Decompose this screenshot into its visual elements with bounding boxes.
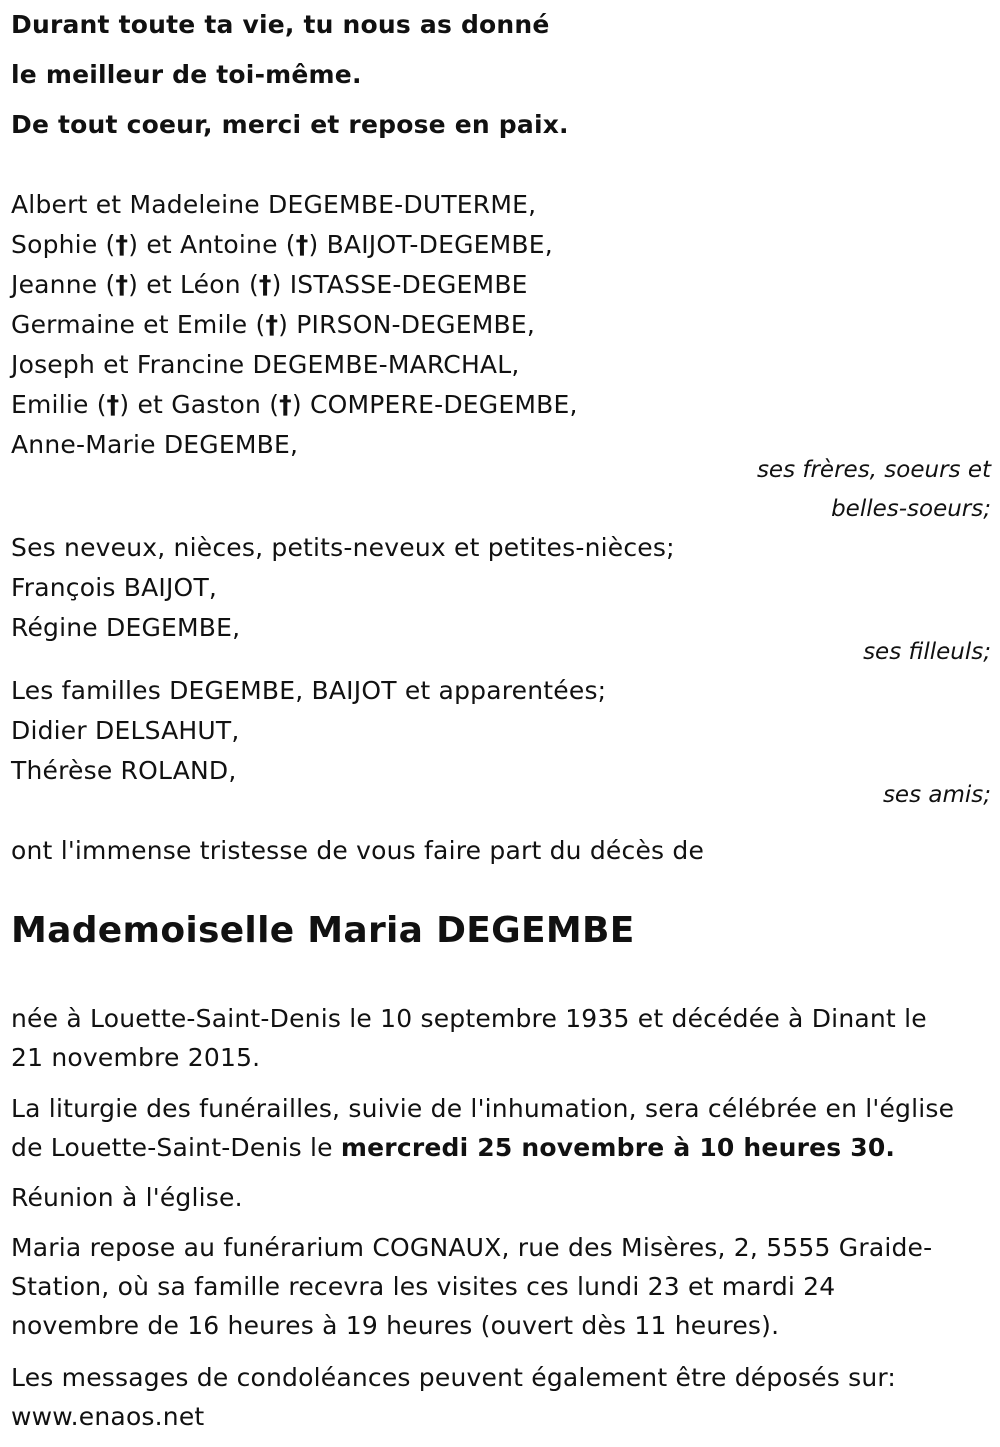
- quote-line-1: Durant toute ta vie, tu nous as donné: [11, 10, 550, 39]
- liturgy-line-1: La liturgie des funérailles, suivie de l'inhumation, sera célébrée en l'église: [11, 1094, 955, 1123]
- birth-line-1: née à Louette-Saint-Denis le 10 septembre 1935 et décédée à Dinant le: [11, 1004, 927, 1033]
- announce-line: ont l'immense tristesse de vous faire part du décès de: [11, 836, 705, 865]
- sibling-line: Germaine et Emile (†) PIRSON-DEGEMBE,: [11, 310, 536, 339]
- condolences-link[interactable]: www.enaos.net: [11, 1402, 205, 1431]
- cross-icon: †: [279, 390, 292, 419]
- sibling-line: Jeanne (†) et Léon (†) ISTASSE-DEGEMBE: [11, 270, 528, 299]
- role-godchildren: ses filleuls;: [863, 639, 991, 665]
- condolences-line-1: Les messages de condoléances peuvent également être déposés sur:: [11, 1363, 897, 1392]
- sibling-line: Anne-Marie DEGEMBE,: [11, 430, 299, 459]
- deceased-name: Mademoiselle Maria DEGEMBE: [11, 910, 635, 951]
- sibling-line: Joseph et Francine DEGEMBE-MARCHAL,: [11, 350, 520, 379]
- funerarium-paragraph: [11, 1228, 986, 1345]
- funerarium-line-3: novembre de 16 heures à 19 heures (ouvert dès 11 heures).: [11, 1311, 780, 1340]
- godchild-line: François BAIJOT,: [11, 573, 218, 602]
- cross-icon: †: [106, 390, 120, 419]
- godchild-line: Régine DEGEMBE,: [11, 613, 241, 642]
- role-friends: ses amis;: [882, 782, 991, 808]
- friend-line: Thérèse ROLAND,: [11, 756, 237, 785]
- quote-line-3: De tout coeur, merci et repose en paix.: [11, 110, 569, 139]
- funerarium-line-1: Maria repose au funérarium COGNAUX, rue des Misères, 2, 5555 Graide-: [11, 1233, 933, 1262]
- cross-icon: †: [265, 310, 279, 339]
- liturgy-line-2: de Louette-Saint-Denis le mercredi 25 novembre à 10 heures 30.: [11, 1133, 896, 1162]
- sibling-line: Emilie (†) et Gaston (†) COMPERE-DEGEMBE,: [11, 390, 578, 419]
- funeral-date: mercredi 25 novembre à 10 heures 30.: [340, 1133, 896, 1162]
- birth-paragraph: [11, 999, 986, 1077]
- nephews-line: Ses neveux, nièces, petits-neveux et petites-nièces;: [11, 533, 675, 562]
- cross-icon: †: [258, 270, 272, 299]
- cross-icon: †: [115, 230, 129, 259]
- friend-line: Didier DELSAHUT,: [11, 716, 240, 745]
- cross-icon: †: [115, 270, 129, 299]
- funerarium-line-2: Station, où sa famille recevra les visites ces lundi 23 et mardi 24: [11, 1272, 836, 1301]
- sibling-line: Sophie (†) et Antoine (†) BAIJOT-DEGEMBE,: [11, 230, 553, 259]
- condolences-paragraph: [11, 1358, 986, 1436]
- cross-icon: †: [295, 230, 309, 259]
- sibling-line: Albert et Madeleine DEGEMBE-DUTERME,: [11, 190, 537, 219]
- families-line: Les familles DEGEMBE, BAIJOT et apparentées;: [11, 676, 607, 705]
- role-siblings-line-1: ses frères, soeurs et: [756, 457, 991, 483]
- liturgy-paragraph: [11, 1089, 986, 1167]
- reunion-line: Réunion à l'église.: [11, 1183, 243, 1212]
- quote-line-2: le meilleur de toi-même.: [11, 60, 362, 89]
- birth-line-2: 21 novembre 2015.: [11, 1043, 261, 1072]
- role-siblings-line-2: belles-soeurs;: [831, 496, 991, 522]
